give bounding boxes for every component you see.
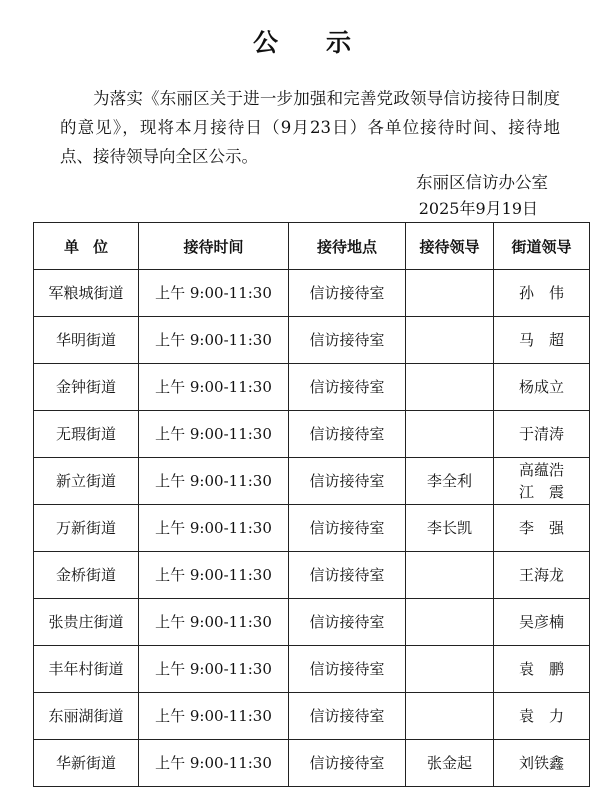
issuer-name: 东丽区信访办公室	[416, 173, 548, 192]
cell-unit: 无瑕街道	[34, 411, 139, 458]
cell-leader	[406, 317, 494, 364]
cell-street-leader	[494, 552, 590, 599]
cell-leader	[406, 693, 494, 740]
street-leader-name: 孙伟	[518, 284, 579, 302]
cell-unit: 丰年村街道	[34, 646, 139, 693]
cell-street-leader	[494, 458, 590, 505]
table-row	[34, 317, 590, 364]
table-row	[34, 364, 590, 411]
cell-time: 上午 9:00-11:30	[139, 740, 289, 787]
cell-street-leader	[494, 740, 590, 787]
header-place: 接待地点	[289, 223, 406, 270]
cell-street-leader	[494, 693, 590, 740]
table-row	[34, 552, 590, 599]
street-leader-name: 吴彦楠	[518, 613, 564, 631]
header-leader: 接待领导	[406, 223, 494, 270]
cell-time: 上午 9:00-11:30	[139, 411, 289, 458]
cell-unit: 华新街道	[34, 740, 139, 787]
cell-unit: 东丽湖街道	[34, 693, 139, 740]
cell-leader: 张金起	[406, 740, 494, 787]
cell-place: 信访接待室	[289, 599, 406, 646]
street-leader-name: 袁力	[518, 707, 579, 725]
cell-time: 上午 9:00-11:30	[139, 646, 289, 693]
table-row	[34, 458, 590, 505]
cell-unit: 张贵庄街道	[34, 599, 139, 646]
header-street-leader: 街道领导	[494, 223, 590, 270]
cell-time: 上午 9:00-11:30	[139, 270, 289, 317]
cell-place: 信访接待室	[289, 317, 406, 364]
cell-leader: 李全利	[406, 458, 494, 505]
cell-leader	[406, 411, 494, 458]
table-row	[34, 505, 590, 552]
street-leader-name: 袁鹏	[518, 660, 579, 678]
cell-unit: 金钟街道	[34, 364, 139, 411]
cell-time: 上午 9:00-11:30	[139, 599, 289, 646]
cell-unit: 金桥街道	[34, 552, 139, 599]
cell-unit: 华明街道	[34, 317, 139, 364]
street-leader-name: 李强	[518, 519, 579, 537]
cell-street-leader	[494, 317, 590, 364]
cell-street-leader	[494, 364, 590, 411]
cell-leader: 李长凯	[406, 505, 494, 552]
cell-place: 信访接待室	[289, 270, 406, 317]
street-leader-name: 王海龙	[518, 566, 564, 584]
cell-street-leader	[494, 505, 590, 552]
cell-leader	[406, 270, 494, 317]
street-leader-name: 高蕴浩	[518, 461, 564, 479]
cell-street-leader	[494, 599, 590, 646]
table-row	[34, 599, 590, 646]
cell-place: 信访接待室	[289, 364, 406, 411]
cell-unit: 军粮城街道	[34, 270, 139, 317]
street-leader-name: 杨成立	[518, 378, 564, 396]
cell-place: 信访接待室	[289, 505, 406, 552]
cell-time: 上午 9:00-11:30	[139, 364, 289, 411]
street-leader-name: 江震	[518, 483, 579, 501]
cell-leader	[406, 646, 494, 693]
table-body	[34, 270, 590, 787]
cell-leader	[406, 599, 494, 646]
table-row	[34, 740, 590, 787]
cell-place: 信访接待室	[289, 552, 406, 599]
table-header-row	[34, 223, 590, 270]
cell-leader	[406, 552, 494, 599]
cell-time: 上午 9:00-11:30	[139, 458, 289, 505]
cell-time: 上午 9:00-11:30	[139, 693, 289, 740]
header-time: 接待时间	[139, 223, 289, 270]
street-leader-name: 于清涛	[518, 425, 564, 443]
reception-schedule-table	[33, 222, 590, 787]
issue-date: 2025年9月19日	[418, 199, 538, 218]
cell-street-leader	[494, 646, 590, 693]
street-leader-name: 刘铁鑫	[518, 754, 564, 772]
cell-place: 信访接待室	[289, 411, 406, 458]
cell-street-leader	[494, 270, 590, 317]
cell-place: 信访接待室	[289, 693, 406, 740]
cell-time: 上午 9:00-11:30	[139, 552, 289, 599]
cell-time: 上午 9:00-11:30	[139, 505, 289, 552]
cell-place: 信访接待室	[289, 458, 406, 505]
page-title: 公示	[252, 28, 399, 57]
header-unit: 单位	[34, 223, 139, 270]
table-row	[34, 646, 590, 693]
cell-time: 上午 9:00-11:30	[139, 317, 289, 364]
table-row	[34, 270, 590, 317]
street-leader-name: 马超	[518, 331, 579, 349]
cell-leader	[406, 364, 494, 411]
table-row	[34, 411, 590, 458]
cell-street-leader	[494, 411, 590, 458]
cell-unit: 万新街道	[34, 505, 139, 552]
table-row	[34, 693, 590, 740]
cell-place: 信访接待室	[289, 646, 406, 693]
cell-unit: 新立街道	[34, 458, 139, 505]
cell-place: 信访接待室	[289, 740, 406, 787]
notice-body: 为落实《东丽区关于进一步加强和完善党政领导信访接待日制度的意见》，现将本月接待日（9月23日）各单位接待时间、接待地点、接待领导向全区公示。	[60, 89, 560, 166]
